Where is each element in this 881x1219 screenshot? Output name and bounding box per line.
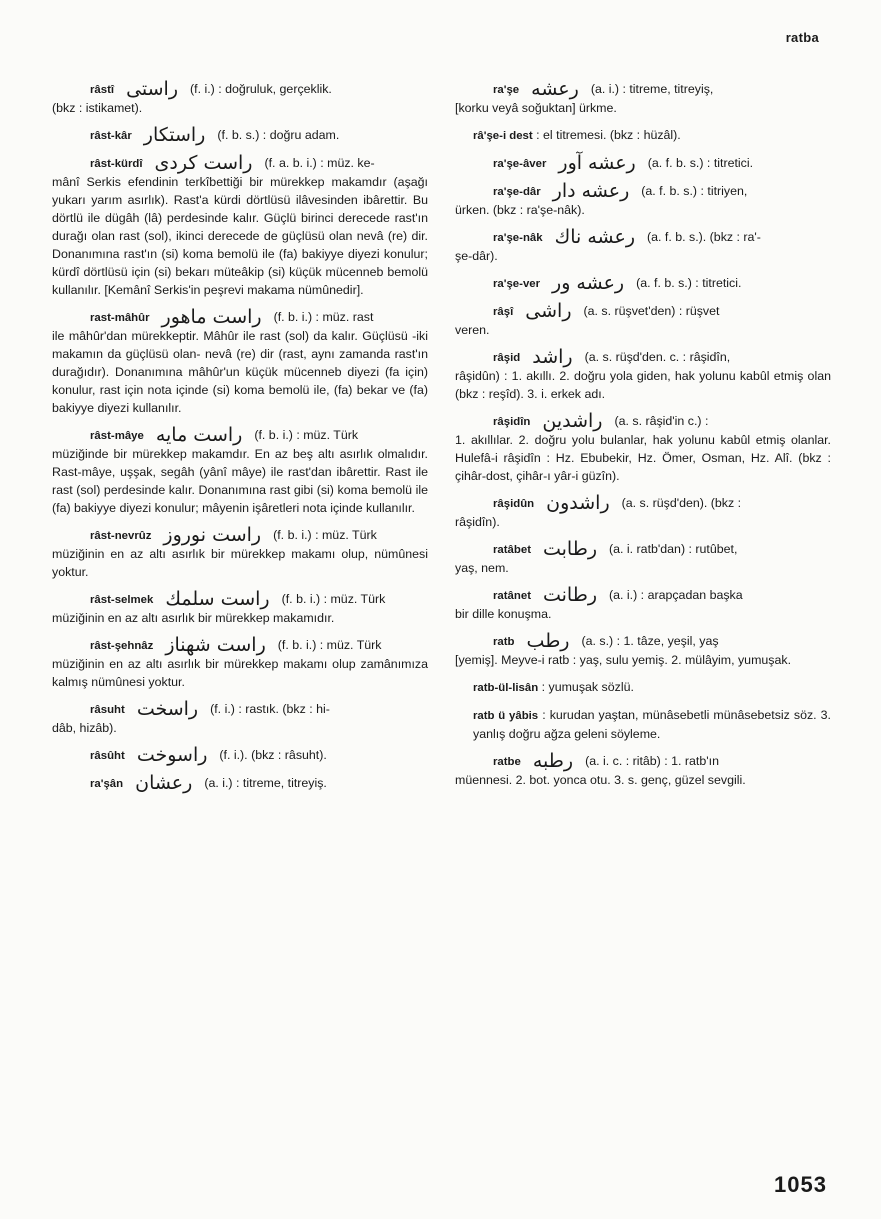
dictionary-entry [52,774,428,793]
headword: râsuht [90,704,125,716]
definition: (a. s. rüşd'den. c. : râşidîn, [584,350,731,364]
dictionary-entry [52,308,428,417]
dictionary-entry [52,526,428,581]
arabic-script: راشدين [542,410,603,432]
entry-first-line [455,154,831,173]
definition: (a. s. râşid'in c.) : [614,414,709,428]
arabic-script: راست ماهور [161,306,262,328]
arabic-script: راشى [525,300,572,322]
headword: ra'şe-nâk [493,232,543,244]
arabic-script: راشد [532,346,573,368]
headword: rast-mâhûr [90,312,150,324]
definition-continuation: bir dille konuşma. [455,607,552,621]
dictionary-entry [455,302,831,339]
arabic-script: رطابت [542,538,598,560]
entry-first-line [52,636,428,655]
arabic-script: راستى [126,78,179,100]
dictionary-entry [455,494,831,531]
definition: (f. b. s.) : doğru adam. [217,128,340,142]
entry-first-line [455,348,831,367]
dictionary-entry [52,590,428,627]
definition-continuation: 1. akıllılar. 2. doğru yolu bulanlar, hak yolunu kabûl etmiş olanlar. Hulefâ-i râşidîn : Hz. Ebubekir, Hz. Ömer, Osman, Hz. Alî. (bkz : çihâr-dost, çihâr-ı yâr-i güzîn). [455,433,831,483]
running-head: ratba [785,30,819,45]
dictionary-entry [455,412,831,485]
definition-continuation: ile mâhûr'dan mürekkeptir. Mâhûr ile rast (sol) da kalır. Güçlüsü -iki makamın da güçlüsü olan- nevâ (re) dir (rast, aynı zamanda rast'ın durağıdır). Donanımına mâhûr'un küçük mücenneb diyezi (fa için) konulur, rast için nota içinde (si) koma bemolü ile, (fa) bekar ve (fa) bakiyye diyezi kullanılır. [52,329,428,415]
dictionary-entry [52,636,428,691]
definition: (a. i. ratb'dan) : rutûbet, [609,542,738,556]
arabic-script: رطبه [532,750,574,772]
arabic-script: رعشه ناك [554,226,636,248]
definition: (f. i.) : doğruluk, gerçeklik. [190,82,332,96]
dictionary-entry [455,154,831,173]
headword: ra'şe-dâr [493,186,541,198]
entry-first-line [455,182,831,201]
arabic-script: راست كردى [154,152,253,174]
definition: (a. s. rüşd'den). (bkz : [621,496,742,510]
headword: râst-selmek [90,594,154,606]
headword: râst-nevrûz [90,530,152,542]
sub-entry [455,706,831,743]
definition: (a. f. b. s.) : titretici. [636,276,742,290]
headword: ra'şe-ver [493,278,541,290]
arabic-script: راسخت [136,698,199,720]
definition: (f. b. i.) : müz. Türk [254,428,359,442]
definition: (f. b. i.) : müz. rast [273,310,374,324]
headword: râsûht [90,750,125,762]
entry-first-line [455,494,831,513]
entry-first-line [52,308,428,327]
definition-continuation: [yemiş]. Meyve-i ratb : yaş, sulu yemiş. 2. mülâyim, yumuşak. [455,653,792,667]
right-column [455,80,831,798]
entry-first-line [455,752,831,771]
entry-first-line [455,540,831,559]
definition-continuation: mânî Serkis efendinin terkîbettiği bir mürekkep makamdır (aşağı yukarı yarım asırlık). Rast'a kürdi dörtlüsü ilâvesinden ibârettir. Bu dörtlü ile dügâh (lâ) perdesinde kalır. Güçlü birinci derecede rast'ın durağı olan rast (sol), ikinci derecede de güçlüsü olan nevâ (re) dir. Donanımına rast'ın (si) koma bemolü ile (fa) bakiyye diyezi konulur; kürdî dörtlüsü için (si) bekarı müteâkip (si) küçük mücenneb bemolü kullanılır. [Kemânî Serkis'in peşrevi makama nümûnedir]. [52,175,428,297]
definition-continuation: ürken. (bkz : ra'şe-nâk). [455,203,585,217]
definition: (a. i.) : titreme, titreyiş, [590,82,714,96]
definition: (a. s.) : 1. tâze, yeşil, yaş [581,634,719,648]
dictionary-entry [455,228,831,265]
entry-first-line [52,80,428,99]
dictionary-entry [52,700,428,737]
headword: ra'şe [493,84,520,96]
arabic-script: راست نوروز [163,524,262,546]
definition: (a. f. b. s.) : titriyen, [641,184,748,198]
entry-first-line [455,80,831,99]
headword: ratbe [493,756,521,768]
dictionary-entry [455,752,831,789]
entry-first-line [52,126,428,145]
arabic-script: رعشه دار [552,180,630,202]
definition-continuation: müziğinin en az altı asırlık bir mürekkep makamı olup zamânımıza kalmış nümûnesi yoktur. [52,657,428,689]
dictionary-entry [455,586,831,623]
headword: râşî [493,306,514,318]
sub-definition: : el titremesi. (bkz : hüzâl). [536,128,681,142]
headword: ratânet [493,590,531,602]
entry-first-line [455,274,831,293]
headword: râst-kâr [90,130,132,142]
dictionary-entry [52,154,428,299]
definition: (a. i. c. : ritâb) : 1. ratb'ın [585,754,719,768]
headword: râst-şehnâz [90,640,154,652]
page-number: 1053 [774,1172,827,1197]
definition-continuation: müennesi. 2. bot. yonca otu. 3. s. genç, güzel sevgili. [455,773,746,787]
definition-continuation: (bkz : istikamet). [52,101,143,115]
arabic-script: راست مايه [155,424,243,446]
definition: (a. f. b. s.) : titretici. [647,156,754,170]
definition: (a. f. b. s.). (bkz : ra'- [647,230,761,244]
entry-first-line [52,426,428,445]
arabic-script: راشدون [546,492,610,514]
definition-continuation: yaş, nem. [455,561,509,575]
arabic-script: راستكار [143,124,206,146]
definition: (a. s. rüşvet'den) : rüşvet [583,304,720,318]
dictionary-entry [455,80,831,117]
entry-first-line [455,412,831,431]
headword: râstî [90,84,115,96]
arabic-script: رطب [526,630,570,652]
definition-continuation: râşidîn). [455,515,500,529]
entry-first-line [455,228,831,247]
arabic-script: رطانت [542,584,598,606]
entry-first-line [52,526,428,545]
arabic-script: راست شهناز [165,634,266,656]
definition: (f. b. i.) : müz. Türk [277,638,382,652]
definition: (f. i.). (bkz : râsuht). [219,748,327,762]
entry-first-line [52,746,428,765]
entry-first-line [52,154,428,173]
headword: ratb [493,636,515,648]
headword: râst-mâye [90,430,144,442]
definition: (f. b. i.) : müz. Türk [281,592,386,606]
definition-continuation: veren. [455,323,490,337]
definition-continuation: dâb, hizâb). [52,721,117,735]
dictionary-entry [52,126,428,145]
dictionary-entry [455,540,831,577]
dictionary-entry [52,80,428,117]
headword: râşidîn [493,416,531,428]
sub-definition: : yumuşak sözlü. [541,680,634,694]
arabic-script: راسوخت [136,744,208,766]
left-column [52,80,428,802]
headword: râst-kürdî [90,158,143,170]
sub-headword: ratb ü yâbis [473,710,539,722]
arabic-script: رعشه ور [552,272,625,294]
sub-headword: ratb-ül-lisân [473,682,539,694]
definition-continuation: şe-dâr). [455,249,498,263]
dictionary-entry [52,426,428,517]
arabic-script: رعشه آور [558,152,636,174]
definition: (f. i.) : rastık. (bkz : hi- [210,702,330,716]
definition-continuation: müziğinde bir mürekkep makamdır. En az beş altı asırlık olmalıdır. Rast-mâye, uşşak, segâh (yânî mâye) ile rast'dan ibârettir. Rast ile rast (sol) perdesinde kalır. Donanımına rast gibi (si) koma bemolü ile (fa) bakiyye diyezi konulur; mâyenin işâretleri nota içinde kullanılır. [52,447,428,515]
headword: ra'şân [90,778,124,790]
headword: ra'şe-âver [493,158,547,170]
definition-continuation: müziğinin en az altı asırlık bir mürekkep makamıdır. [52,611,335,625]
sub-entry [455,678,831,697]
definition-continuation: [korku veyâ soğuktan] ürkme. [455,101,617,115]
headword: ratâbet [493,544,531,556]
entry-first-line [52,700,428,719]
entry-first-line [52,590,428,609]
dictionary-entry [455,632,831,669]
entry-first-line [455,632,831,651]
arabic-script: رعشان [135,772,193,794]
headword: râşidûn [493,498,535,510]
entry-first-line [455,302,831,321]
dictionary-entry [455,182,831,219]
arabic-script: راست سلمك [165,588,270,610]
definition: (a. i.) : arapçadan başka [609,588,743,602]
sub-headword: râ'şe-i dest [473,130,533,142]
arabic-script: رعشه [531,78,579,100]
headword: râşid [493,352,521,364]
sub-definition: : kurudan yaştan, münâsebetli münâsebetsiz söz. 3. yanlış doğru ağza geleni söyleme. [473,708,831,741]
dictionary-entry [455,348,831,403]
definition: (f. a. b. i.) : müz. ke- [264,156,375,170]
definition: (f. b. i.) : müz. Türk [273,528,377,542]
entry-first-line [52,774,428,793]
definition: (a. i.) : titreme, titreyiş. [204,776,327,790]
dictionary-entry [455,274,831,293]
definition-continuation: râşidûn) : 1. akıllı. 2. doğru yola giden, hak yolunu kabûl etmiş olan (bkz : reşîd). 3. i. erkek adı. [455,369,831,401]
definition-continuation: müziğinin en az altı asırlık bir mürekkep makamı olup, nümûnesi yoktur. [52,547,428,579]
dictionary-entry [52,746,428,765]
entry-first-line [455,586,831,605]
sub-entry [455,126,831,145]
